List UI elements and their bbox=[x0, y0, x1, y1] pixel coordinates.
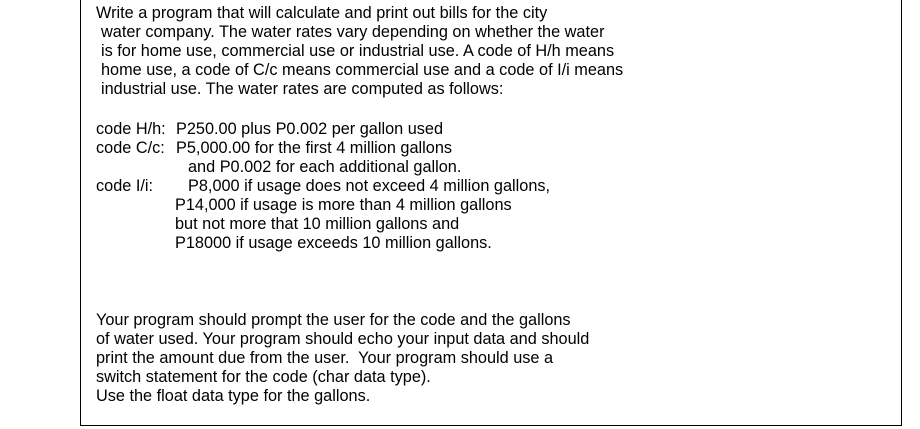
rate-industrial-line-3: but not more that 10 million gallons and bbox=[175, 215, 460, 233]
paragraph2-line-3: print the amount due from the user. Your program should use a bbox=[96, 349, 554, 367]
paragraph2-line-5: Use the float data type for the gallons. bbox=[96, 387, 371, 405]
rate-code-industrial: code I/i: bbox=[96, 177, 154, 195]
paragraph1-line-2: water company. The water rates vary depending on whether the water bbox=[101, 23, 605, 41]
rate-code-commercial: code C/c: bbox=[96, 139, 165, 157]
rate-home-line-1: P250.00 plus P0.002 per gallon used bbox=[176, 120, 444, 138]
rate-industrial-line-4: P18000 if usage exceeds 10 million gallons. bbox=[175, 234, 492, 252]
rate-industrial-line-1: P8,000 if usage does not exceed 4 million gallons, bbox=[188, 177, 551, 195]
paragraph1-line-1: Write a program that will calculate and print out bills for the city bbox=[96, 4, 548, 22]
paragraph2-line-2: of water used. Your program should echo your input data and should bbox=[96, 330, 590, 348]
paragraph1-line-3: is for home use, commercial use or industrial use. A code of H/h means bbox=[101, 42, 615, 60]
paragraph1-line-4: home use, a code of C/c means commercial use and a code of I/i means bbox=[101, 61, 624, 79]
paragraph1-line-5: industrial use. The water rates are computed as follows: bbox=[101, 80, 504, 98]
rate-industrial-line-2: P14,000 if usage is more than 4 million gallons bbox=[175, 196, 512, 214]
rate-code-home: code H/h: bbox=[96, 120, 166, 138]
rate-commercial-line-1: P5,000.00 for the first 4 million gallons bbox=[176, 139, 453, 157]
paragraph2-line-4: switch statement for the code (char data type). bbox=[96, 368, 431, 386]
rate-commercial-line-2: and P0.002 for each additional gallon. bbox=[188, 158, 462, 176]
paragraph2-line-1: Your program should prompt the user for the code and the gallons bbox=[96, 311, 571, 329]
